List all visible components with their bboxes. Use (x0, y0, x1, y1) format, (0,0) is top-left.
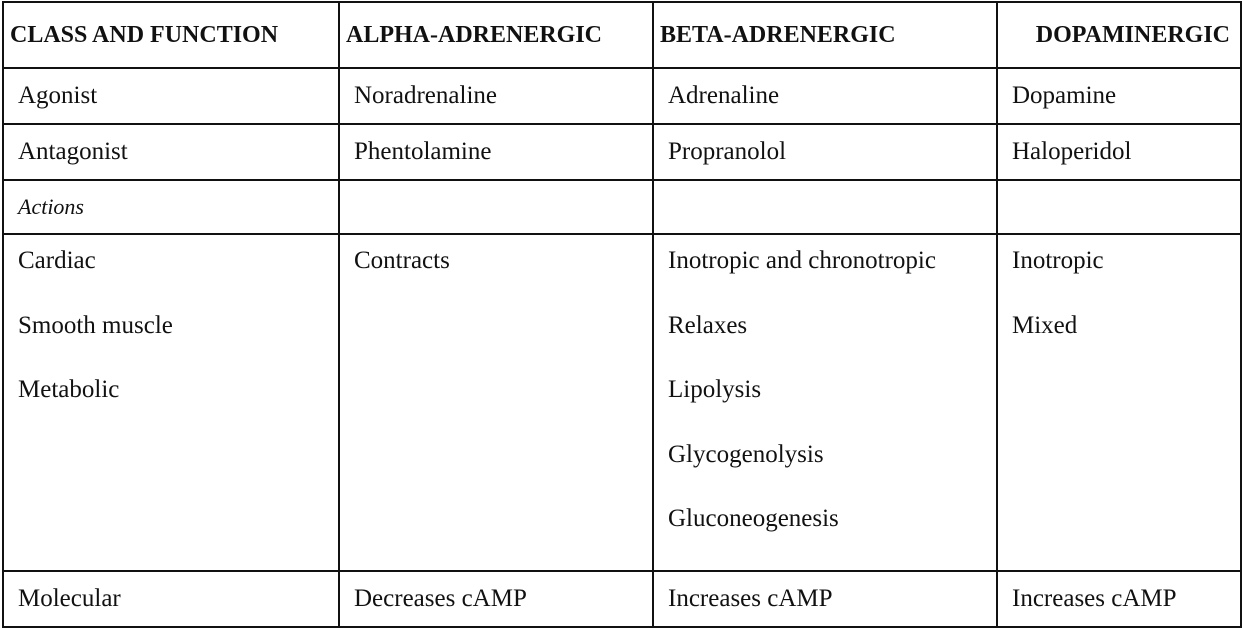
cell-functions-class (3, 234, 339, 571)
cell-actions-beta (653, 180, 997, 234)
cell-actions-dopa (997, 180, 1241, 234)
header-row (3, 2, 1241, 68)
cell-agonist-beta: Adrenaline (653, 68, 997, 124)
cell-agonist-dopa: Dopamine (997, 68, 1241, 124)
cell-molecular-label: Molecular (3, 571, 339, 627)
cell-antagonist-dopa: Haloperidol (997, 124, 1241, 180)
cell-functions-alpha (339, 234, 653, 571)
header-beta-adrenergic: BETA-ADRENERGIC (653, 2, 997, 68)
header-alpha-adrenergic: ALPHA-ADRENERGIC (339, 2, 653, 68)
function-metabolic: Metabolic (18, 376, 120, 403)
beta-metabolic-glycogenolysis: Glycogenolysis (668, 440, 824, 468)
cell-antagonist-alpha: Phentolamine (339, 124, 653, 180)
beta-cardiac-action: Inotropic and chronotropic (668, 247, 936, 274)
cell-functions-beta (653, 234, 997, 571)
cell-antagonist-label: Antagonist (3, 124, 339, 180)
beta-smooth-muscle-action: Relaxes (668, 311, 748, 339)
table-row-antagonist (3, 124, 1241, 180)
cell-functions-dopa (997, 234, 1241, 571)
beta-metabolic-gluconeogenesis: Gluconeogenesis (668, 505, 839, 532)
cell-molecular-alpha: Decreases cAMP (339, 571, 653, 627)
function-smooth-muscle: Smooth muscle (18, 311, 173, 339)
cell-actions-label (3, 180, 339, 234)
table-row-functions (3, 234, 1241, 571)
cell-molecular-dopa: Increases cAMP (997, 571, 1241, 627)
dopa-smooth-muscle-action: Mixed (1012, 311, 1078, 339)
actions-section-label: Actions (18, 194, 84, 219)
beta-metabolic-lipolysis: Lipolysis (668, 376, 762, 403)
header-class-function: CLASS AND FUNCTION (3, 2, 339, 68)
header-dopaminergic: DOPAMINERGIC (997, 2, 1241, 68)
receptor-table (2, 1, 1242, 628)
dopa-cardiac-action: Inotropic (1012, 247, 1104, 274)
table-row-actions (3, 180, 1241, 234)
table-row-agonist (3, 68, 1241, 124)
cell-agonist-label: Agonist (3, 68, 339, 124)
function-cardiac: Cardiac (18, 247, 96, 274)
cell-agonist-alpha: Noradrenaline (339, 68, 653, 124)
cell-antagonist-beta: Propranolol (653, 124, 997, 180)
alpha-cardiac-action: Contracts (354, 247, 450, 274)
cell-actions-alpha (339, 180, 653, 234)
table-row-molecular (3, 571, 1241, 627)
cell-molecular-beta: Increases cAMP (653, 571, 997, 627)
